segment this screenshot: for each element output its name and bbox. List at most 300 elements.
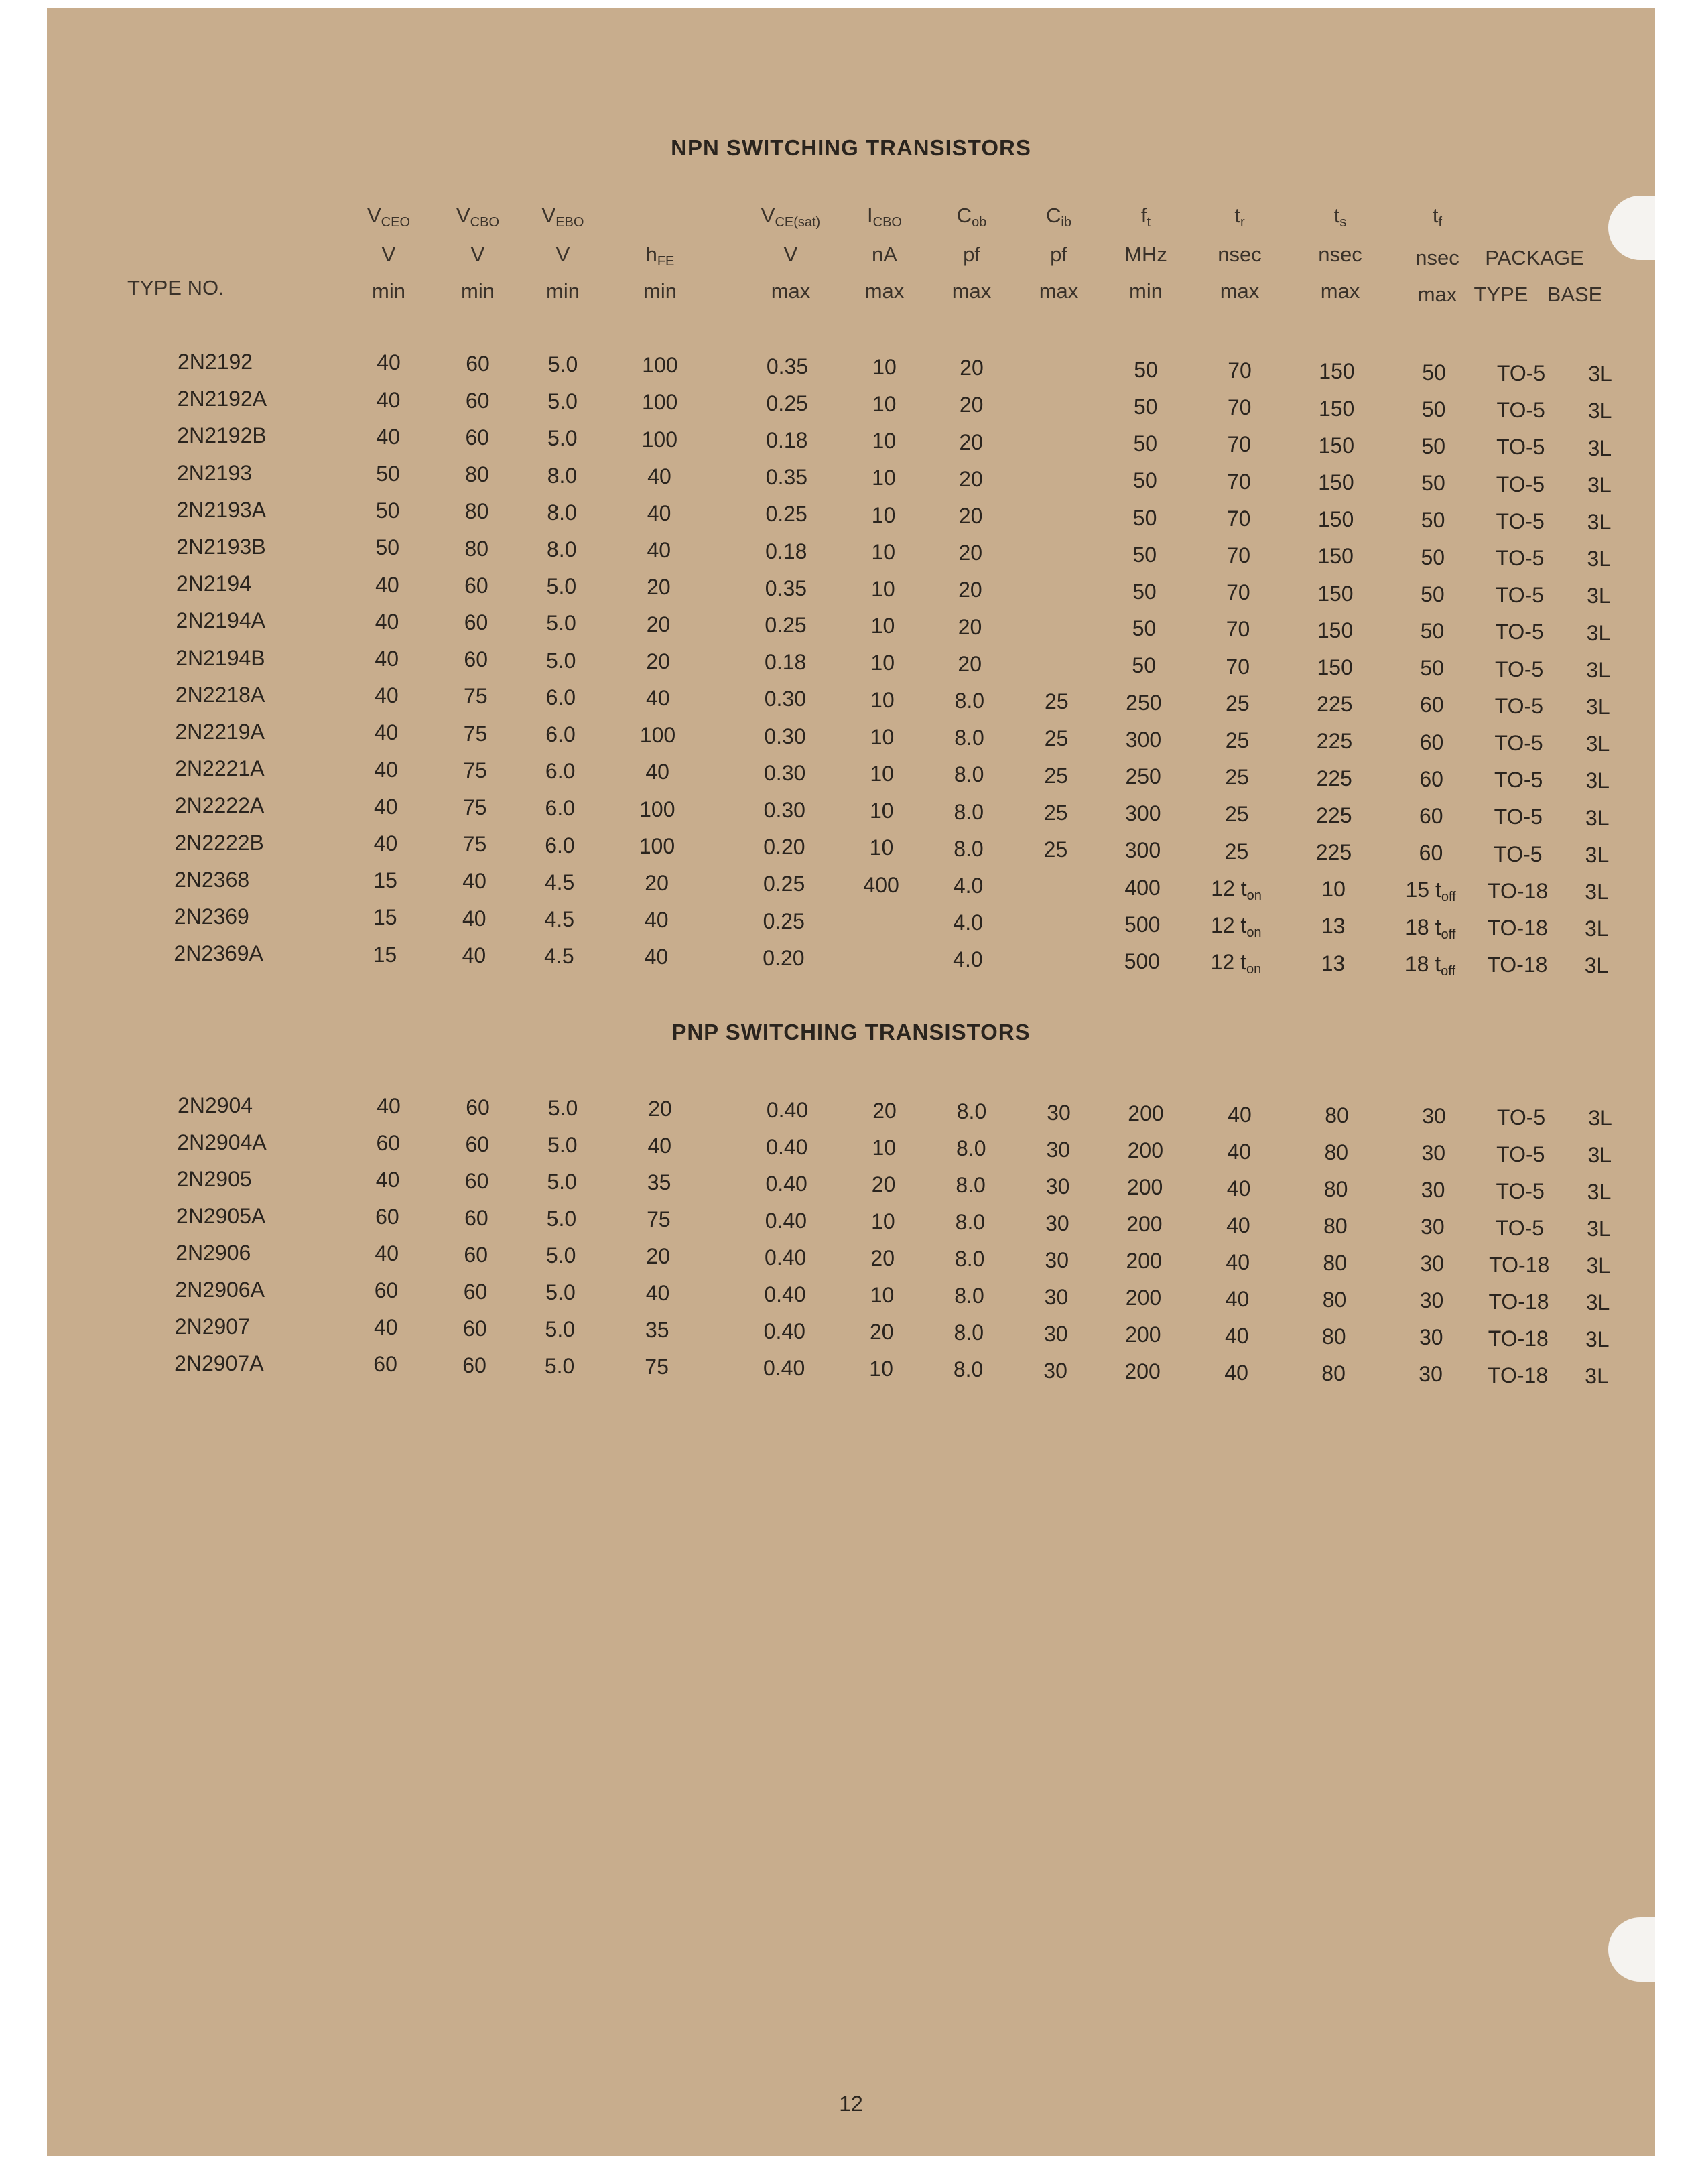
table-cell-vceo: 60 [374, 1278, 399, 1303]
table-cell-tr: 70 [1227, 469, 1251, 494]
table-cell-tr: 70 [1226, 580, 1250, 605]
table-cell-package-type: TO-5 [1495, 657, 1544, 681]
table-cell-package-type: TO-18 [1489, 1252, 1550, 1277]
table-cell-vcesat: 0.20 [763, 945, 805, 970]
table-cell-cib: 30 [1044, 1284, 1069, 1309]
table-cell-ts: 80 [1324, 1140, 1349, 1164]
table-cell-tr: 40 [1225, 1286, 1250, 1311]
table-cell-package-base: 3L [1588, 362, 1612, 387]
table-cell-hfe: 40 [644, 945, 669, 969]
table-cell-ft: 50 [1132, 579, 1157, 604]
table-cell-vcesat: 0.30 [763, 797, 805, 822]
table-cell-package-type: TO-5 [1496, 398, 1545, 423]
table-cell-ts: 225 [1316, 803, 1352, 827]
table-cell-icbo: 10 [870, 614, 895, 638]
table-row-type: 2N2907 [174, 1314, 250, 1339]
table-cell-tf: 18 $t_{off}$ [1405, 914, 1456, 942]
table-cell-vcbo: 60 [465, 1132, 490, 1156]
table-cell-tr: 40 [1225, 1323, 1249, 1348]
table-cell-vebo: 8.0 [547, 500, 577, 525]
table-cell-vcesat: 0.25 [766, 391, 808, 415]
table-cell-vebo: 5.0 [545, 1243, 576, 1268]
table-row-type: 2N2192 [178, 350, 253, 374]
table-cell-vceo: 40 [373, 831, 398, 856]
table-cell-vebo: 4.5 [544, 870, 575, 894]
table-cell-ft: 200 [1128, 1101, 1164, 1126]
table-cell-icbo: 10 [871, 539, 896, 564]
table-cell-package-type: TO-18 [1488, 1289, 1549, 1314]
table-cell-icbo: 10 [871, 1209, 895, 1234]
table-cell-tf: 18 $t_{off}$ [1404, 951, 1456, 979]
table-cell-tf: 30 [1419, 1288, 1444, 1313]
table-row-type: 2N2369A [174, 941, 263, 966]
header-icbo-unit: nA [872, 243, 897, 266]
table-cell-hfe: 40 [647, 501, 671, 525]
table-cell-tf: 30 [1419, 1362, 1443, 1387]
header-hfe-symbol: $h_{FE}$ [645, 243, 675, 269]
table-cell-ft: 50 [1132, 653, 1156, 678]
table-cell-tr: 70 [1228, 358, 1252, 383]
table-cell-tf: 30 [1420, 1251, 1444, 1276]
table-cell-vcesat: 0.30 [764, 687, 806, 711]
table-cell-package-type: TO-5 [1494, 841, 1543, 866]
table-cell-tf: 50 [1420, 656, 1444, 681]
table-cell-hfe: 40 [645, 1281, 670, 1306]
table-cell-cob: 8.0 [954, 762, 984, 787]
table-cell-cob: 4.0 [953, 947, 983, 972]
table-cell-vebo: 4.5 [544, 906, 574, 931]
table-cell-tr: 25 [1224, 839, 1249, 864]
binder-hole [1608, 1917, 1655, 1982]
binder-hole [1608, 196, 1655, 260]
table-cell-tf: 50 [1421, 471, 1445, 496]
table-cell-vcbo: 60 [464, 610, 488, 634]
header-vcesat-limit: max [771, 279, 811, 303]
table-cell-ts: 150 [1317, 581, 1354, 606]
table-cell-cib: 25 [1043, 837, 1068, 862]
table-cell-tf: 30 [1419, 1325, 1443, 1350]
table-cell-package-base: 3L [1587, 1179, 1612, 1204]
table-cell-ft: 50 [1132, 505, 1157, 530]
table-cell-tr: 40 [1228, 1102, 1252, 1127]
table-cell-package-base: 3L [1584, 953, 1609, 978]
table-cell-vebo: 6.0 [545, 796, 576, 821]
table-cell-vebo: 5.0 [547, 1170, 577, 1195]
table-cell-icbo: 10 [872, 1136, 897, 1160]
table-cell-tf: 30 [1421, 1141, 1446, 1166]
table-row-type: 2N2192A [177, 387, 267, 411]
table-cell-package-base: 3L [1585, 1363, 1609, 1388]
table-cell-tr: 40 [1224, 1360, 1248, 1385]
table-cell-tf: 15 $t_{off}$ [1405, 878, 1456, 905]
table-cell-tf: 30 [1422, 1104, 1446, 1129]
table-cell-tr: 70 [1226, 617, 1250, 642]
table-cell-ts: 150 [1317, 618, 1354, 642]
table-cell-vcesat: 0.25 [765, 502, 807, 527]
header-vceo-symbol: $V_{CEO}$ [367, 204, 411, 230]
table-cell-ts: 80 [1323, 1250, 1347, 1275]
table-cell-vcbo: 60 [465, 425, 490, 450]
table-cell-vceo: 15 [373, 868, 397, 893]
table-cell-tf: 30 [1421, 1178, 1445, 1203]
table-cell-tr: 70 [1226, 654, 1250, 679]
table-cell-package-type: TO-18 [1487, 953, 1548, 977]
table-cell-package-type: TO-18 [1488, 878, 1549, 903]
table-row-type: 2N2193B [176, 535, 266, 559]
header-ft-unit: MHz [1124, 243, 1167, 266]
table-cell-vceo: 60 [376, 1131, 401, 1156]
header-cib-limit: max [1039, 279, 1079, 303]
table-cell-vebo: 8.0 [547, 537, 577, 561]
table-cell-tr: 40 [1226, 1249, 1250, 1274]
table-cell-package-type: TO-5 [1494, 768, 1543, 793]
header-vcesat-unit: V [783, 243, 798, 266]
table-cell-package-base: 3L [1587, 1216, 1611, 1241]
npn-section-title: NPN SWITCHING TRANSISTORS [671, 135, 1031, 160]
table-cell-ts: 80 [1321, 1361, 1346, 1385]
header-vceo-limit: min [372, 279, 405, 303]
table-cell-tr: 70 [1226, 506, 1251, 531]
table-cell-cob: 20 [958, 651, 982, 676]
table-cell-ts: 150 [1318, 433, 1354, 458]
table-cell-cob: 20 [958, 577, 982, 602]
table-cell-package-base: 3L [1585, 1326, 1610, 1351]
header-hfe-limit: min [643, 279, 677, 303]
table-row-type: 2N2904 [178, 1093, 253, 1117]
table-cell-ft: 50 [1133, 431, 1158, 456]
table-cell-vebo: 5.0 [545, 1317, 576, 1342]
table-cell-tf: 60 [1419, 841, 1443, 866]
header-ts-symbol: $t_s$ [1333, 204, 1347, 230]
table-row-type: 2N2905A [176, 1204, 266, 1228]
table-cell-hfe: 100 [641, 427, 677, 452]
table-cell-icbo: 10 [870, 724, 895, 749]
table-cell-hfe: 40 [647, 538, 671, 563]
table-cell-cob: 20 [960, 356, 984, 381]
table-cell-hfe: 100 [639, 723, 676, 748]
table-cell-package-base: 3L [1587, 472, 1612, 497]
table-cell-cob: 8.0 [956, 1136, 986, 1161]
table-cell-package-base: 3L [1588, 1105, 1612, 1130]
table-cell-cib: 30 [1045, 1174, 1070, 1199]
table-cell-vcbo: 75 [462, 832, 487, 857]
table-cell-vcesat: 0.30 [764, 760, 806, 785]
table-cell-tf: 50 [1421, 545, 1445, 569]
table-cell-vebo: 5.0 [546, 1207, 577, 1231]
header-package: PACKAGE [1485, 246, 1584, 269]
table-cell-vebo: 6.0 [545, 833, 575, 858]
table-cell-icbo: 10 [872, 392, 897, 416]
header-vcbo-limit: min [461, 279, 495, 303]
table-cell-vceo: 60 [373, 1352, 397, 1377]
table-cell-vceo: 40 [374, 794, 398, 819]
table-cell-vcesat: 0.40 [763, 1318, 805, 1343]
header-cib-symbol: $C_{ib}$ [1046, 204, 1071, 230]
table-cell-tr: 25 [1225, 728, 1250, 752]
table-row-type: 2N2222B [174, 830, 264, 855]
table-cell-vceo: 50 [375, 535, 400, 560]
table-cell-vebo: 8.0 [547, 463, 578, 488]
header-icbo-symbol: $I_{CBO}$ [867, 204, 902, 230]
table-cell-package-base: 3L [1587, 510, 1612, 534]
table-cell-ts: 80 [1322, 1287, 1347, 1312]
table-cell-ts: 13 [1321, 914, 1346, 939]
table-cell-vebo: 5.0 [546, 611, 576, 636]
table-cell-vcbo: 40 [462, 943, 486, 967]
table-cell-vcesat: 0.18 [766, 427, 808, 452]
table-cell-tr: 12 $t_{on}$ [1210, 913, 1262, 940]
table-cell-vcbo: 60 [464, 1205, 488, 1230]
table-cell-vebo: 5.0 [544, 1354, 575, 1379]
table-cell-cob: 8.0 [954, 1320, 984, 1345]
header-vceo-unit: V [381, 243, 396, 266]
table-cell-cib: 30 [1045, 1211, 1069, 1235]
table-cell-package-base: 3L [1585, 880, 1609, 904]
table-cell-ft: 300 [1125, 727, 1162, 752]
table-cell-cib: 30 [1044, 1321, 1068, 1346]
table-cell-package-base: 3L [1586, 620, 1611, 645]
table-cell-tf: 60 [1419, 730, 1444, 754]
table-cell-ft: 500 [1124, 912, 1161, 937]
header-package-type: TYPE [1474, 283, 1528, 306]
table-cell-package-type: TO-5 [1496, 360, 1546, 385]
table-cell-package-base: 3L [1587, 435, 1612, 460]
table-cell-cob: 8.0 [954, 1247, 985, 1272]
table-cell-ft: 200 [1126, 1212, 1163, 1237]
table-row-type: 2N2906 [176, 1241, 251, 1265]
table-cell-vcesat: 0.25 [763, 872, 805, 896]
table-cell-ft: 400 [1124, 875, 1161, 900]
table-cell-ts: 80 [1325, 1103, 1349, 1128]
table-cell-package-base: 3L [1584, 916, 1609, 941]
table-cell-package-base: 3L [1585, 842, 1610, 867]
header-vcbo-symbol: $V_{CBO}$ [456, 204, 500, 230]
table-cell-package-type: TO-5 [1495, 1215, 1545, 1240]
table-cell-vcbo: 40 [462, 869, 486, 894]
table-cell-package-type: TO-18 [1488, 1326, 1549, 1351]
table-cell-hfe: 40 [646, 686, 670, 710]
table-cell-icbo: 10 [872, 429, 897, 454]
table-cell-cib: 25 [1044, 763, 1068, 788]
table-cell-cob: 8.0 [956, 1173, 986, 1198]
table-cell-ts: 150 [1317, 544, 1354, 569]
table-cell-cob: 20 [959, 429, 984, 454]
table-cell-ft: 500 [1124, 949, 1161, 973]
table-cell-ft: 50 [1132, 542, 1157, 567]
table-cell-cob: 8.0 [954, 836, 984, 861]
table-cell-vcesat: 0.40 [765, 1245, 807, 1270]
table-cell-cib: 30 [1043, 1358, 1067, 1383]
table-cell-package-type: TO-5 [1494, 805, 1543, 829]
table-cell-hfe: 75 [647, 1207, 671, 1232]
table-cell-tf: 60 [1420, 693, 1444, 718]
table-cell-hfe: 100 [639, 797, 675, 821]
table-cell-vcbo: 60 [464, 573, 488, 598]
header-cob-unit: pf [963, 243, 980, 266]
table-cell-tf: 50 [1421, 508, 1445, 533]
table-cell-vebo: 6.0 [545, 685, 576, 709]
table-cell-ft: 200 [1126, 1249, 1162, 1274]
table-cell-hfe: 20 [648, 1097, 672, 1121]
table-row-type: 2N2368 [174, 867, 250, 892]
table-cell-cob: 4.0 [953, 910, 983, 935]
table-cell-vcbo: 75 [464, 684, 488, 709]
table-cell-ts: 150 [1318, 470, 1354, 494]
table-cell-hfe: 75 [645, 1355, 669, 1379]
table-cell-cob: 8.0 [954, 799, 984, 824]
table-cell-cib: 25 [1044, 800, 1068, 825]
table-cell-tr: 25 [1225, 802, 1249, 827]
header-tf-unit: nsec [1415, 246, 1459, 269]
table-cell-vebo: 4.5 [544, 944, 574, 969]
table-cell-vceo: 40 [375, 1168, 400, 1192]
table-row-type: 2N2907A [174, 1351, 264, 1375]
table-cell-tf: 30 [1421, 1215, 1445, 1239]
table-cell-cob: 4.0 [953, 873, 984, 898]
table-cell-cob: 20 [958, 503, 983, 528]
header-vebo-unit: V [555, 243, 570, 266]
table-cell-hfe: 40 [645, 760, 669, 784]
table-cell-cob: 20 [959, 466, 983, 491]
table-cell-icbo: 400 [863, 872, 899, 897]
table-cell-vcbo: 60 [464, 1242, 488, 1267]
table-cell-vcesat: 0.30 [764, 724, 806, 748]
table-row-type: 2N2904A [177, 1130, 267, 1154]
table-cell-vceo: 50 [376, 461, 400, 486]
table-cell-vceo: 40 [376, 387, 401, 412]
table-cell-ts: 225 [1315, 839, 1352, 864]
table-cell-ts: 225 [1317, 692, 1353, 717]
table-cell-cob: 8.0 [953, 1357, 984, 1382]
table-cell-vcbo: 80 [464, 536, 489, 561]
table-row-type: 2N2221A [175, 756, 265, 781]
table-cell-ft: 200 [1124, 1359, 1161, 1384]
header-vcesat-symbol: $V_{CE(sat)}$ [761, 204, 821, 230]
table-cell-cib: 30 [1045, 1247, 1069, 1272]
table-cell-ft: 250 [1126, 690, 1162, 715]
table-cell-ft: 250 [1125, 764, 1161, 789]
table-cell-vcbo: 75 [463, 721, 488, 746]
table-cell-hfe: 20 [647, 575, 671, 600]
header-ft-symbol: $f_t$ [1140, 204, 1151, 230]
table-cell-tf: 60 [1419, 766, 1443, 791]
header-tr-symbol: $t_r$ [1234, 204, 1245, 230]
table-cell-vceo: 40 [375, 646, 399, 671]
table-cell-cob: 8.0 [955, 1210, 986, 1235]
table-row-type: 2N2194A [176, 608, 265, 633]
table-cell-vcesat: 0.40 [764, 1282, 806, 1306]
header-tr-unit: nsec [1218, 243, 1262, 266]
table-cell-vebo: 6.0 [545, 759, 576, 784]
table-cell-vcesat: 0.40 [766, 1134, 808, 1159]
header-package-base: BASE [1547, 283, 1603, 306]
table-row-type: 2N2194 [176, 571, 251, 596]
table-cell-icbo: 10 [872, 466, 896, 490]
table-cell-cib: 30 [1046, 1137, 1071, 1162]
table-cell-ts: 150 [1319, 359, 1355, 384]
table-cell-cob: 8.0 [954, 1284, 984, 1308]
table-cell-vebo: 5.0 [546, 574, 577, 599]
table-cell-ft: 300 [1124, 838, 1161, 863]
table-cell-tr: 12 $t_{on}$ [1211, 876, 1262, 903]
table-cell-icbo: 10 [871, 577, 895, 601]
table-cell-icbo: 10 [870, 687, 895, 712]
header-vebo-limit: min [546, 279, 580, 303]
table-cell-vcbo: 60 [465, 388, 490, 413]
table-cell-vcesat: 0.25 [765, 612, 807, 637]
table-cell-hfe: 40 [647, 1134, 672, 1158]
table-cell-vceo: 40 [377, 350, 401, 375]
table-cell-vceo: 40 [375, 609, 399, 634]
table-cell-icbo: 20 [870, 1246, 895, 1271]
table-cell-package-base: 3L [1585, 732, 1610, 756]
table-cell-hfe: 20 [646, 649, 670, 673]
table-cell-tr: 70 [1227, 395, 1252, 420]
table-cell-hfe: 20 [645, 871, 669, 895]
table-cell-vcesat: 0.40 [765, 1208, 807, 1233]
table-cell-ts: 150 [1318, 396, 1355, 421]
table-cell-package-type: TO-5 [1496, 508, 1545, 533]
table-cell-package-base: 3L [1587, 1142, 1612, 1167]
table-cell-ts: 225 [1316, 729, 1353, 754]
page-number: 12 [839, 2092, 863, 2116]
header-cob-symbol: $C_{ob}$ [956, 204, 987, 230]
table-cell-hfe: 35 [645, 1318, 669, 1343]
table-cell-package-type: TO-5 [1495, 583, 1545, 608]
table-cell-cob: 8.0 [956, 1099, 987, 1124]
table-cell-vceo: 15 [373, 942, 397, 967]
table-cell-package-base: 3L [1585, 1290, 1610, 1314]
table-cell-icbo: 10 [869, 1357, 893, 1381]
table-cell-package-type: TO-5 [1496, 545, 1545, 570]
table-cell-package-base: 3L [1587, 584, 1611, 608]
table-cell-vcbo: 75 [463, 758, 487, 782]
table-cell-vceo: 40 [375, 683, 399, 708]
table-row-type: 2N2193A [176, 497, 267, 522]
table-cell-ft: 200 [1126, 1175, 1163, 1200]
table-cell-cob: 8.0 [954, 726, 984, 750]
table-cell-ts: 80 [1322, 1324, 1346, 1349]
table-cell-vceo: 60 [375, 1205, 399, 1229]
table-row-type: 2N2222A [174, 793, 265, 818]
table-cell-tr: 25 [1225, 765, 1249, 790]
table-cell-ft: 50 [1132, 616, 1157, 641]
table-cell-vcbo: 75 [463, 795, 487, 819]
table-cell-vcbo: 80 [464, 499, 489, 524]
table-cell-package-base: 3L [1586, 657, 1610, 682]
table-cell-hfe: 40 [647, 464, 671, 488]
table-cell-cob: 8.0 [954, 688, 985, 713]
table-cell-cob: 20 [958, 541, 983, 565]
table-cell-ts: 80 [1323, 1176, 1348, 1201]
table-cell-cib: 30 [1047, 1100, 1071, 1125]
table-cell-hfe: 100 [642, 353, 678, 378]
table-cell-package-base: 3L [1587, 399, 1612, 423]
table-cell-package-type: TO-5 [1494, 730, 1543, 755]
table-cell-ft: 50 [1134, 357, 1158, 382]
table-cell-cib: 25 [1045, 689, 1069, 714]
table-cell-package-type: TO-5 [1494, 693, 1543, 718]
header-ts-limit: max [1320, 279, 1360, 303]
table-cell-vceo: 40 [374, 757, 398, 782]
table-cell-vcbo: 60 [463, 1279, 488, 1304]
table-cell-vceo: 40 [377, 1094, 401, 1119]
table-cell-vceo: 40 [374, 720, 399, 745]
table-cell-vcesat: 0.40 [766, 1097, 809, 1122]
table-cell-vcbo: 40 [462, 906, 486, 931]
table-cell-ts: 150 [1317, 507, 1354, 532]
table-cell-vcesat: 0.18 [765, 650, 807, 675]
